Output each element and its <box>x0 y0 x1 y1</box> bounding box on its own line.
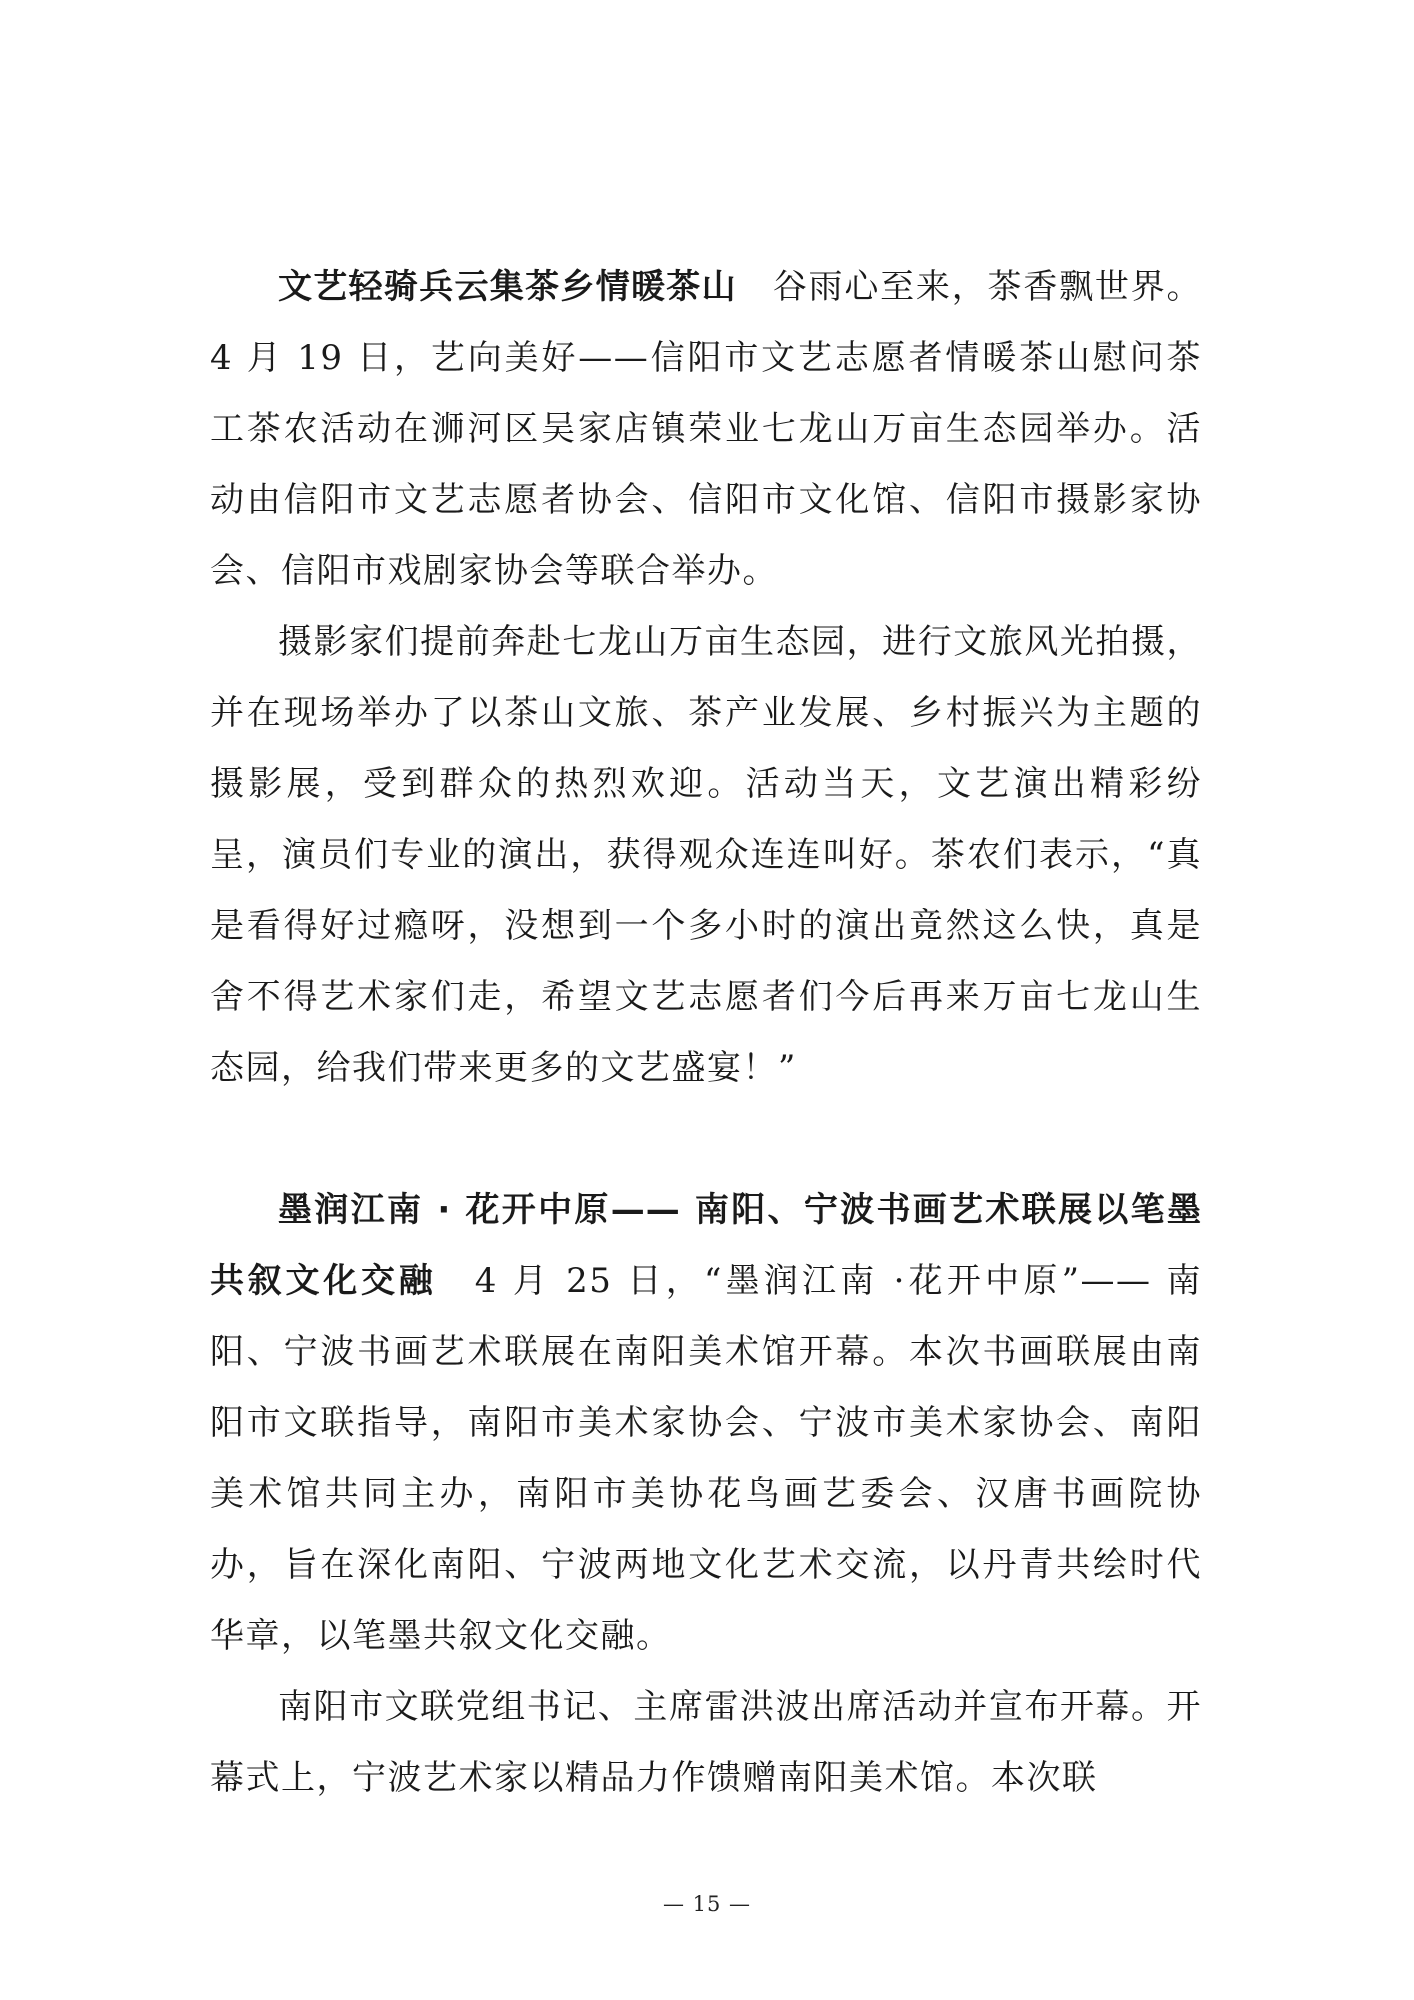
paragraph-text: 谷雨心至来，茶香飘世界。4 月 19 日，艺向美好——信阳市文艺志愿者情暖茶山慰问茶工茶农活动在浉河区吴家店镇荣业七龙山万亩生态园举办。活动由信阳市文艺志愿者协会、信阳市文化馆、信阳市摄影家协会、信阳市戏剧家协会等联合举办。 <box>210 267 1203 591</box>
article-headline: 文艺轻骑兵云集茶乡情暖茶山 <box>278 267 737 307</box>
paragraph: 南阳市文联党组书记、主席雷洪波出席活动并宣布开幕。开幕式上，宁波艺术家以精品力作馈赠南阳美术馆。本次联 <box>210 1687 1202 1798</box>
paragraph <box>210 1175 1202 1672</box>
document-body <box>210 252 1202 1814</box>
paragraph-text: 4 月 25 日，“墨润江南 ·花开中原”—— 南阳、宁波书画艺术联展在南阳美术馆开幕。本次书画联展由南阳市文联指导，南阳市美术家协会、宁波市美术家协会、南阳美术馆共同主办，南阳市美协花鸟画艺委会、汉唐书画院协办，旨在深化南阳、宁波两地文化艺术交流，以丹青共绘时代华章，以笔墨共叙文化交融。 <box>210 1261 1203 1656</box>
paragraph: 摄影家们提前奔赴七龙山万亩生态园，进行文旅风光拍摄，并在现场举办了以茶山文旅、茶产业发展、乡村振兴为主题的摄影展，受到群众的热烈欢迎。活动当天，文艺演出精彩纷呈，演员们专业的演出，获得观众连连叫好。茶农们表示，“真是看得好过瘾呀，没想到一个多小时的演出竟然这么快，真是舍不得艺术家们走，希望文艺志愿者们今后再来万亩七龙山生态园，给我们带来更多的文艺盛宴！” <box>210 622 1202 1088</box>
article-headline: 墨润江南 · 花开中原—— 南阳、宁波书画艺术联展以笔墨共叙文化交融 <box>210 1190 1202 1301</box>
paragraph <box>210 252 1202 607</box>
page-number: — 15 — <box>662 1892 752 1916</box>
article-calligraphy-exhibition <box>210 1175 1202 1814</box>
article-tea-mountain <box>210 252 1202 1104</box>
